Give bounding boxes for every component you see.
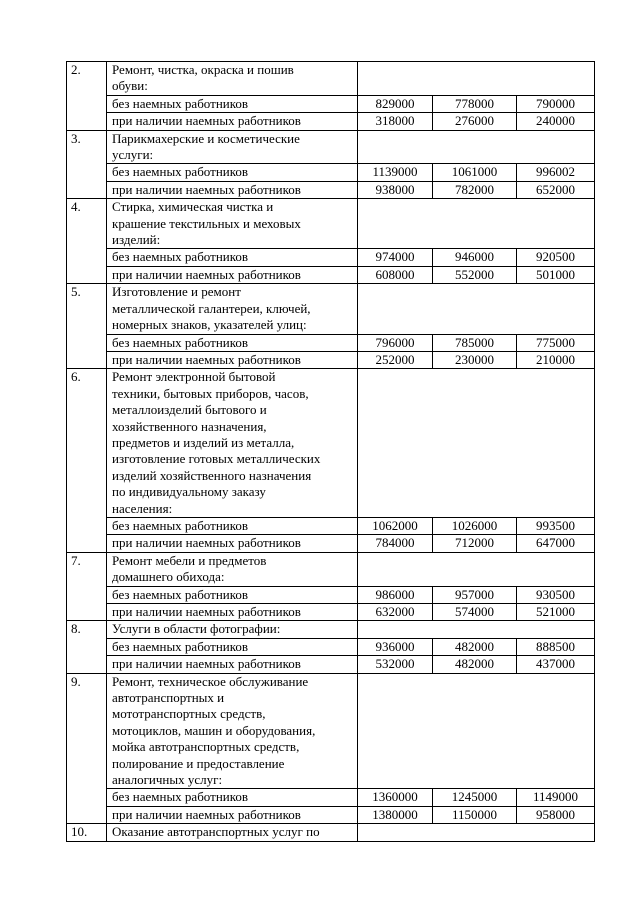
value-cell: 1360000	[358, 789, 433, 806]
value-cell: 240000	[517, 113, 595, 130]
value-cell: 1062000	[358, 517, 433, 534]
description-line: Ремонт, чистка, окраска и пошив	[112, 62, 294, 77]
row-number: 5.	[67, 284, 107, 369]
value-cell: 993500	[517, 517, 595, 534]
value-cell: 996002	[517, 164, 595, 181]
value-row	[67, 517, 595, 534]
value-cell: 252000	[358, 351, 433, 368]
row-number: 3.	[67, 130, 107, 199]
section-header-row	[67, 199, 595, 249]
section-header-row	[67, 673, 595, 789]
description-line: хозяйственного назначения,	[112, 418, 267, 434]
empty-cell	[358, 369, 595, 518]
value-cell: 552000	[433, 266, 517, 283]
value-cell: 647000	[517, 535, 595, 552]
table-body	[67, 62, 595, 842]
employee-category-label: без наемных работников	[107, 95, 358, 112]
description-line: автотранспортных и	[112, 690, 225, 706]
employee-category-label: без наемных работников	[107, 164, 358, 181]
value-cell: 784000	[358, 535, 433, 552]
row-number: 10.	[67, 824, 107, 841]
value-cell: 936000	[358, 638, 433, 655]
description-line: крашение текстильных и меховых	[112, 215, 301, 231]
value-row	[67, 266, 595, 283]
service-description	[107, 199, 358, 249]
employee-category-label: при наличии наемных работников	[107, 656, 358, 673]
value-cell: 1150000	[433, 806, 517, 823]
employee-category-label: при наличии наемных работников	[107, 266, 358, 283]
value-cell: 482000	[433, 638, 517, 655]
empty-cell	[358, 824, 595, 841]
description-line: мототранспортных средств,	[112, 706, 266, 722]
service-description	[107, 284, 358, 334]
value-cell: 1245000	[433, 789, 517, 806]
value-cell: 501000	[517, 266, 595, 283]
description-line: Ремонт мебели и предметов	[112, 552, 267, 568]
description-line: Парикмахерские и косметические	[112, 130, 300, 146]
empty-cell	[358, 284, 595, 334]
value-row	[67, 113, 595, 130]
service-description	[107, 369, 358, 518]
description-line: по индивидуальному заказу	[112, 484, 266, 500]
value-cell: 1026000	[433, 517, 517, 534]
section-header-row	[67, 62, 595, 96]
row-number: 8.	[67, 621, 107, 673]
employee-category-label: при наличии наемных работников	[107, 113, 358, 130]
row-number: 2.	[67, 62, 107, 131]
row-number: 9.	[67, 673, 107, 824]
value-cell: 958000	[517, 806, 595, 823]
value-row	[67, 249, 595, 266]
value-cell: 632000	[358, 604, 433, 621]
empty-cell	[358, 199, 595, 249]
value-cell: 888500	[517, 638, 595, 655]
value-cell: 521000	[517, 604, 595, 621]
description-line: Ремонт, техническое обслуживание	[112, 673, 309, 689]
tariff-table	[66, 61, 595, 842]
description-line: аналогичных услуг:	[112, 772, 223, 788]
value-cell: 946000	[433, 249, 517, 266]
value-cell: 778000	[433, 95, 517, 112]
description-line: металлической галантереи, ключей,	[112, 300, 311, 316]
service-description	[107, 621, 358, 638]
value-cell: 775000	[517, 334, 595, 351]
section-header-row	[67, 369, 595, 518]
service-description	[107, 62, 358, 96]
employee-category-label: при наличии наемных работников	[107, 351, 358, 368]
value-cell: 230000	[433, 351, 517, 368]
value-row	[67, 334, 595, 351]
row-number: 7.	[67, 552, 107, 621]
value-row	[67, 95, 595, 112]
description-line: номерных знаков, указателей улиц:	[112, 317, 307, 333]
value-cell: 1139000	[358, 164, 433, 181]
value-cell: 318000	[358, 113, 433, 130]
value-row	[67, 806, 595, 823]
value-row	[67, 638, 595, 655]
section-header-row	[67, 621, 595, 638]
description-line: металлоизделий бытового и	[112, 402, 267, 418]
employee-category-label: при наличии наемных работников	[107, 181, 358, 198]
description-line: мойка автотранспортных средств,	[112, 739, 300, 755]
empty-cell	[358, 673, 595, 789]
value-cell: 930500	[517, 586, 595, 603]
value-cell: 574000	[433, 604, 517, 621]
service-description	[107, 130, 358, 164]
description-line: предметов и изделий из металла,	[112, 434, 295, 450]
description-line: Стирка, химическая чистка и	[112, 199, 274, 215]
value-cell: 957000	[433, 586, 517, 603]
value-row	[67, 604, 595, 621]
value-row	[67, 535, 595, 552]
value-row	[67, 164, 595, 181]
service-description	[107, 673, 358, 789]
value-row	[67, 181, 595, 198]
section-header-row	[67, 552, 595, 586]
description-line: изделий хозяйственного назначения	[112, 467, 312, 483]
empty-cell	[358, 62, 595, 96]
employee-category-label: без наемных работников	[107, 586, 358, 603]
section-header-row	[67, 130, 595, 164]
value-cell: 437000	[517, 656, 595, 673]
service-description	[107, 552, 358, 586]
value-cell: 829000	[358, 95, 433, 112]
description-line: домашнего обихода:	[112, 569, 225, 585]
value-cell: 652000	[517, 181, 595, 198]
value-row	[67, 586, 595, 603]
employee-category-label: без наемных работников	[107, 638, 358, 655]
description-line: услуги:	[112, 147, 154, 163]
description-line: обуви:	[112, 78, 148, 94]
value-cell: 1061000	[433, 164, 517, 181]
empty-cell	[358, 130, 595, 164]
service-description	[107, 824, 358, 841]
value-cell: 1149000	[517, 789, 595, 806]
value-row	[67, 789, 595, 806]
value-cell: 532000	[358, 656, 433, 673]
row-number: 6.	[67, 369, 107, 552]
row-number: 4.	[67, 199, 107, 284]
employee-category-label: при наличии наемных работников	[107, 604, 358, 621]
description-line: мотоциклов, машин и оборудования,	[112, 722, 316, 738]
section-header-row	[67, 284, 595, 334]
employee-category-label: при наличии наемных работников	[107, 806, 358, 823]
value-cell: 785000	[433, 334, 517, 351]
value-cell: 1380000	[358, 806, 433, 823]
employee-category-label: без наемных работников	[107, 789, 358, 806]
value-cell: 482000	[433, 656, 517, 673]
employee-category-label: без наемных работников	[107, 517, 358, 534]
value-cell: 782000	[433, 181, 517, 198]
value-row	[67, 656, 595, 673]
description-line: Изготовление и ремонт	[112, 284, 241, 300]
value-cell: 986000	[358, 586, 433, 603]
description-line: Ремонт электронной бытовой	[112, 369, 276, 385]
description-line: Услуги в области фотографии:	[112, 621, 281, 637]
value-cell: 920500	[517, 249, 595, 266]
value-cell: 712000	[433, 535, 517, 552]
description-line: техники, бытовых приборов, часов,	[112, 385, 309, 401]
value-cell: 608000	[358, 266, 433, 283]
description-line: изготовление готовых металлических	[112, 451, 321, 467]
description-line: изделий:	[112, 232, 161, 248]
value-cell: 938000	[358, 181, 433, 198]
empty-cell	[358, 552, 595, 586]
employee-category-label: при наличии наемных работников	[107, 535, 358, 552]
description-line: населения:	[112, 500, 173, 516]
value-cell: 276000	[433, 113, 517, 130]
value-row	[67, 351, 595, 368]
description-line: Оказание автотранспортных услуг по	[112, 824, 320, 840]
employee-category-label: без наемных работников	[107, 249, 358, 266]
value-cell: 974000	[358, 249, 433, 266]
description-line: полирование и предоставление	[112, 755, 285, 771]
employee-category-label: без наемных работников	[107, 334, 358, 351]
value-cell: 210000	[517, 351, 595, 368]
value-cell: 796000	[358, 334, 433, 351]
empty-cell	[358, 621, 595, 638]
value-cell: 790000	[517, 95, 595, 112]
section-header-row	[67, 824, 595, 841]
